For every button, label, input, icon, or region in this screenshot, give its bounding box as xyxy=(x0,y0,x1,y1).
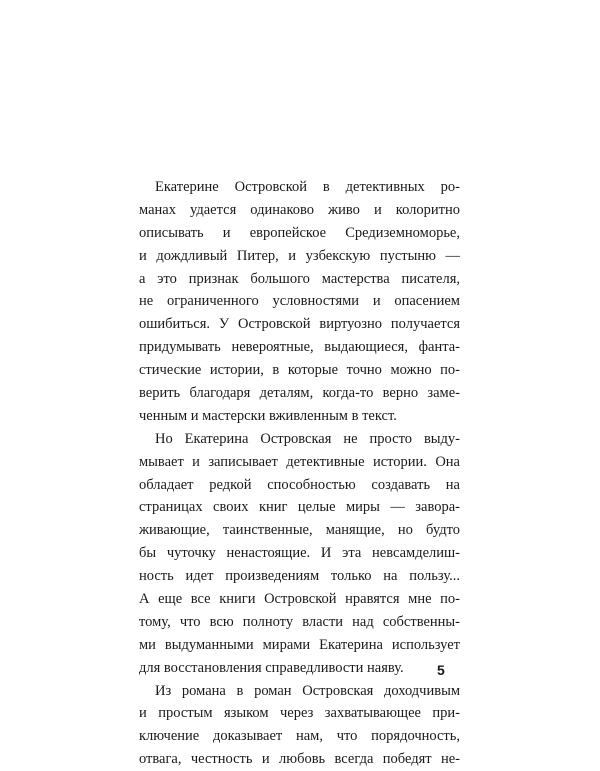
text-line: бы чуточку ненастоящие. И эта невсамделиш- xyxy=(139,545,460,562)
text-line: ключение доказывает нам, что порядочность, xyxy=(139,728,460,745)
text-line: а это признак большого мастерства писателя, xyxy=(139,270,460,287)
text-line: отвага, честность и любовь всегда победят не- xyxy=(139,751,460,768)
text-line: описывать и европейское Средиземноморье, xyxy=(139,224,460,241)
text-line: ченным и мастерски вживленным в текст. xyxy=(139,407,397,424)
text-line: стические истории, в которые точно можно по- xyxy=(139,362,460,379)
body-text xyxy=(139,176,460,771)
text-line: страницах своих книг целые миры — завора- xyxy=(139,499,460,516)
text-line: тому, что всю полноту власти над собственны- xyxy=(139,613,460,630)
text-line: обладает редкой способностью создавать на xyxy=(139,476,460,493)
text-line: ошибиться. У Островской виртуозно получается xyxy=(139,316,460,333)
text-line: ми выдуманными мирами Екатерина использует xyxy=(139,636,460,653)
text-line: не ограниченного условностями и опасением xyxy=(139,293,460,310)
text-line: придумывать невероятные, выдающиеся, фанта- xyxy=(139,339,460,356)
text-line: верить благодаря деталям, когда-то верно заме- xyxy=(139,385,460,402)
text-line: для восстановления справедливости наяву. xyxy=(139,659,404,676)
text-line: ность идет произведениям только на пользу... xyxy=(139,568,460,585)
text-line: мывает и записывает детективные истории. Она xyxy=(139,453,460,470)
text-line: А еще все книги Островской нравятся мне по- xyxy=(139,591,460,608)
text-line: Екатерине Островской в детективных ро- xyxy=(155,179,460,195)
text-line: и дождливый Питер, и узбекскую пустыню — xyxy=(139,247,460,264)
text-line: Из романа в роман Островская доходчивым xyxy=(155,682,460,699)
page-number: 5 xyxy=(437,662,445,678)
text-line: манах удается одинаково живо и колоритно xyxy=(139,201,460,218)
text-line: живающие, таинственные, манящие, но будто xyxy=(139,522,460,539)
text-line: и простым языком через захватывающее при- xyxy=(139,705,460,722)
text-line: Но Екатерина Островская не просто выду- xyxy=(155,430,460,447)
